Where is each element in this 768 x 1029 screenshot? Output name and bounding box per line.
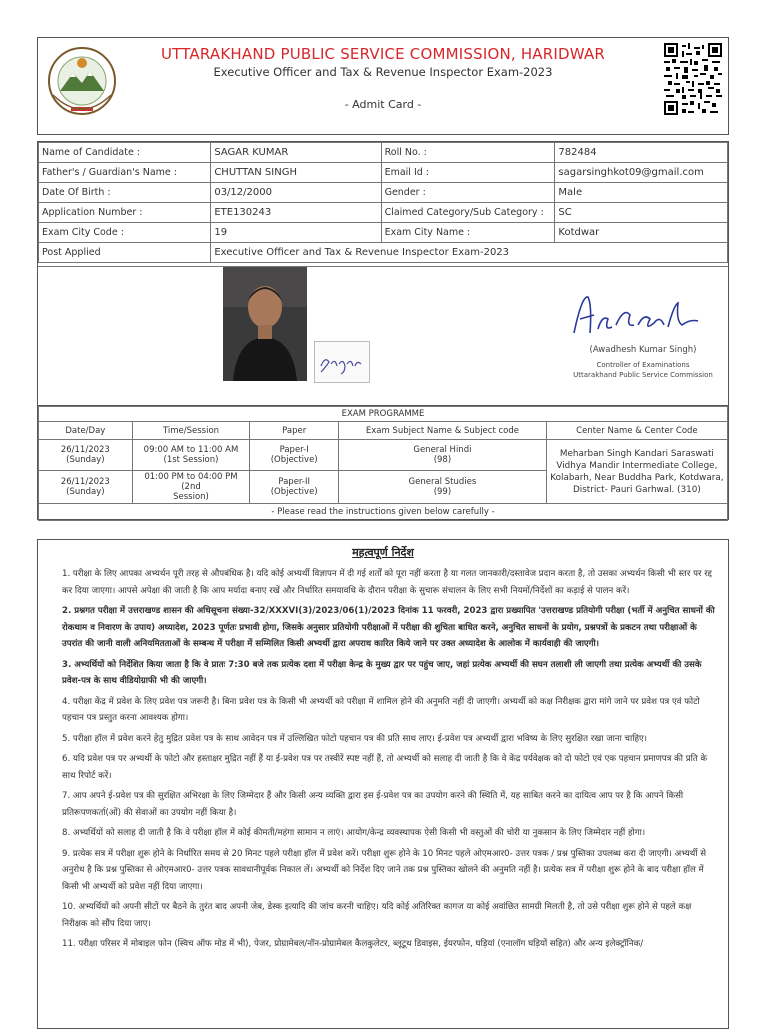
value-email: sagarsinghkot09@gmail.com	[555, 163, 728, 183]
value-exam-city-name: Kotdwar	[555, 223, 728, 243]
table-row	[39, 223, 728, 243]
exam-programme	[37, 405, 729, 520]
exam-date: 26/11/2023	[60, 477, 110, 487]
label-dob: Date Of Birth :	[39, 183, 211, 203]
table-row	[39, 440, 728, 471]
label-post-applied: Post Applied	[39, 243, 211, 263]
col-header-paper: Paper	[250, 422, 339, 440]
value-post-applied: Executive Officer and Tax & Revenue Inspector Exam-2023	[211, 243, 728, 263]
value-dob: 03/12/2000	[211, 183, 381, 203]
exam-day: (Sunday)	[66, 455, 105, 465]
exam-time: 09:00 AM to 11:00 AM	[143, 445, 239, 455]
instruction-item: 8. अभ्यर्थियों को सलाह दी जाती है कि वे परीक्षा हॉल में कोई कीमती/महंगा सामान न लाएं। आयोग/केन्द्र व्यवस्थापक ऐसी किसी भी वस्तुओं की चोरी या नुकसान के लिए जिम्मेदार नहीं होगा।	[62, 828, 646, 838]
table-row	[39, 422, 728, 440]
label-roll-no: Roll No. :	[381, 143, 555, 163]
instruction-item: 7. आप अपने ई-प्रवेश पत्र की सुरक्षित अभिरक्षा के लिए जिम्मेदार हैं और किसी अन्य व्यक्ति द्वारा इस ई-प्रवेश पत्र का उपयोग करने की स्थिति में, यह साबित करने का दायित्व आप पर है कि आपने किसी प्रतिरूपणकर्ता(ओं) की सेवाओं का उपयोग नहीं किया है।	[62, 791, 684, 818]
col-header-time: Time/Session	[132, 422, 250, 440]
col-header-subject: Exam Subject Name & Subject code	[339, 422, 547, 440]
instruction-item: 11. परीक्षा परिसर में मोबाइल फोन (स्विच ऑफ मोड में भी), पेजर, प्रोग्रामेबल/नॉन-प्रोग्रामेबल कैलकुलेटर, ब्लूटूथ डिवाइस, ईयरफोन, घड़ियां (एनालॉग घड़ियों सहित) और अन्य इलेक्ट्रॉनिक/	[62, 939, 644, 949]
exam-paper: Paper-I	[279, 445, 309, 455]
label-email: Email Id :	[381, 163, 555, 183]
instruction-item: 9. प्रत्येक सत्र में परीक्षा शुरू होने के निर्धारित समय से 20 मिनट पहले परीक्षा हॉल में प्रवेश करें। परीक्षा शुरू होने के 10 मिनट पहले ओएमआर0- उत्तर पत्रक / प्रश्न पुस्तिका उपलब्ध करा दी जाएगी। अभ्यर्थी से अनुरोध है कि प्रश्न पुस्तिका से ओएमआर0- उत्तर पत्रक सावधानीपूर्वक निकाल लें। अभ्यर्थी को निर्देश दिए जाने तक प्रश्न पुस्तिका खोलने की अनुमति नहीं है। प्रत्येक सत्र में परीक्षा शुरू होने के बाद परीक्षा हॉल में किसी भी अभ्यर्थी को प्रवेश नहीं दिया जाएगा।	[62, 848, 707, 892]
exam-paper-type: (Objective)	[270, 487, 318, 497]
label-category: Claimed Category/Sub Category :	[381, 203, 555, 223]
label-exam-city-code: Exam City Code :	[39, 223, 211, 243]
candidate-photo	[223, 267, 307, 381]
instruction-item: 6. यदि प्रवेश पत्र पर अभ्यर्थी के फोटो और हस्ताक्षर मुद्रित नहीं हैं या ई-प्रवेश पत्र पर तस्वीरें स्पष्ट नहीं हैं, तो अभ्यर्थी को सलाह दी जाती है कि वे केंद्र पर्यवेक्षक को दो फोटो एवं एक पहचान प्रमाणपत्र की प्रति के साथ रिपोर्ट करें।	[62, 754, 708, 781]
controller-name: (Awadhesh Kumar Singh)	[589, 345, 697, 355]
exam-subtitle: Executive Officer and Tax & Revenue Inspector Exam-2023	[213, 65, 553, 79]
admit-card-header	[37, 37, 729, 135]
exam-date: 26/11/2023	[60, 445, 110, 455]
instruction-item: 1. परीक्षा के लिए आपका अभ्यर्थन पूरी तरह से औपबंधिक है। यदि कोई अभ्यर्थी विज्ञापन में दी गई शर्तों को पूरा नहीं करता है या गलत जानकारी/दस्तावेज प्रदान करता है, तो उसका अभ्यर्थन किसी भी स्तर पर रद्द कर दिया जाएगा। आपसे अपेक्षा की जाती है कि आप मर्यादा बनाए रखें और निर्धारित समयावधि के दौरान परीक्षा के सुचारू संचालन के लिए सभी नियमों/निर्देशों का कड़ाई से पालन करें।	[62, 569, 712, 596]
admit-card-label: - Admit Card -	[344, 98, 422, 111]
value-name: SAGAR KUMAR	[211, 143, 381, 163]
candidate-details	[37, 141, 729, 406]
instruction-item: 4. परीक्षा केंद्र में प्रवेश के लिए प्रवेश पत्र जरूरी है। बिना प्रवेश पत्र के किसी भी अभ्यर्थी को परीक्षा में शामिल होने की अनुमति नहीं दी जाएगी। अभ्यर्थी को कक्ष निरीक्षक द्वारा मांगे जाने पर प्रवेश पत्र एवं फोटो पहचान पत्र प्रस्तुत करना आवश्यक होगा।	[62, 696, 700, 723]
candidate-signature-image-icon	[315, 342, 369, 382]
col-header-date: Date/Day	[39, 422, 133, 440]
exam-subject: General Studies	[408, 477, 477, 487]
exam-paper: Paper-II	[278, 477, 310, 487]
exam-paper-type: (Objective)	[270, 455, 318, 465]
instructions-section	[37, 539, 729, 1029]
commission-title: UTTARAKHAND PUBLIC SERVICE COMMISSION, HARIDWAR	[160, 45, 606, 63]
instruction-item: 2. प्रश्नगत परीक्षा में उत्तराखण्ड शासन की अधिसूचना संख्या-32/XXXVI(3)/2023/06(1)/2023 दिनांक 11 फरवरी, 2023 द्वारा प्रख्यापित 'उत्तराखण्ड प्रतियोगी परीक्षा (भर्ती में अनुचित साधनों की रोकथाम व निवारण के उपाय) अध्यादेश, 2023 पूर्णतः प्रभावी होगा, जिसके अनुसार प्रतियोगी परीक्षाओं में परीक्षा की शुचिता बाधित करने, अनुचित साधनों के प्रयोग, प्रश्नपत्रों के प्रकटन तथा परीक्षाओं के उपरांत की जानी वाली अनियमितताओं के सम्बन्ध में परीक्षा में सम्मिलित किसी अभ्यर्थी द्वारा अपराध कारित किये जाने पर उक्त अध्यादेश के आलोक में कार्यवाही की जाएगी।	[62, 606, 715, 649]
instruction-item: 10. अभ्यर्थियों को अपनी सीटों पर बैठने के तुरंत बाद अपनी जेब, डेस्क इत्यादि की जांच करनी चाहिए। यदि कोई अतिरिक्त कागज या कोई अवांछित सामग्री मिलती है, तो उसे परीक्षा शुरू होने से पहले कक्ष निरीक्षक को सौंप दिया जाए।	[62, 902, 692, 929]
controller-signature-icon	[568, 285, 718, 345]
controller-org: Uttarakhand Public Service Commission	[573, 371, 713, 379]
table-row	[39, 183, 728, 203]
label-father-name: Father's / Guardian's Name :	[39, 163, 211, 183]
exam-time: 01:00 PM to 04:00 PM (2nd	[144, 472, 238, 492]
label-name: Name of Candidate :	[39, 143, 211, 163]
table-row	[39, 203, 728, 223]
table-row	[39, 504, 728, 521]
exam-center: Meharban Singh Kandari Saraswati Vidhya Mandir Intermediate College, Kolabarh, Near Buddha Park, Kotdwara, District- Pauri Garhwal. (310)	[546, 440, 727, 504]
instructions-title: महत्वपूर्ण निर्देश	[352, 546, 414, 559]
exam-session: (1st Session)	[163, 455, 219, 465]
table-row	[39, 243, 728, 263]
candidate-photo-image-icon	[223, 267, 307, 381]
label-application-number: Application Number :	[39, 203, 211, 223]
label-exam-city-name: Exam City Name :	[381, 223, 555, 243]
exam-subject-code: (99)	[433, 487, 452, 497]
value-roll-no: 782484	[555, 143, 728, 163]
exam-day: (Sunday)	[66, 487, 105, 497]
controller-designation: Controller of Examinations	[596, 361, 690, 369]
col-header-center: Center Name & Center Code	[546, 422, 727, 440]
exam-programme-title: EXAM PROGRAMME	[39, 407, 728, 422]
qr-code-icon	[664, 43, 722, 115]
value-gender: Male	[555, 183, 728, 203]
instruction-item: 3. अभ्यर्थियों को निर्देशित किया जाता है कि वे प्रातः 7:30 बजे तक प्रत्येक दशा में परीक्षा केन्द्र के मुख्य द्वार पर पहुंच जाए, जहां प्रत्येक अभ्यर्थी की सघन तलाशी ली जाएगी तथा प्रत्येक अभ्यर्थी की उसके प्रवेश-पत्र के साथ वीडियोग्राफी भी की जाएगी।	[62, 659, 702, 686]
exam-subject: General Hindi	[413, 445, 472, 455]
table-row	[39, 163, 728, 183]
table-row	[39, 407, 728, 422]
label-gender: Gender :	[381, 183, 555, 203]
table-row	[39, 143, 728, 163]
value-exam-city-code: 19	[211, 223, 381, 243]
exam-session: Session)	[173, 492, 209, 502]
value-category: SC	[555, 203, 728, 223]
instructions-note: - Please read the instructions given below carefully -	[39, 504, 728, 521]
value-father-name: CHUTTAN SINGH	[211, 163, 381, 183]
value-application-number: ETE130243	[211, 203, 381, 223]
exam-subject-code: (98)	[433, 455, 452, 465]
photo-signature-area	[38, 266, 728, 407]
instruction-item: 5. परीक्षा हॉल में प्रवेश करने हेतु मुद्रित प्रवेश पत्र के साथ आवेदन पत्र में उल्लिखित फोटो पहचान पत्र की प्रति साथ लाए। ई-प्रवेश पत्र अभ्यर्थी द्वारा भविष्य के लिए सुरक्षित रखा जाना चाहिए।	[62, 733, 648, 744]
candidate-signature	[314, 341, 370, 383]
